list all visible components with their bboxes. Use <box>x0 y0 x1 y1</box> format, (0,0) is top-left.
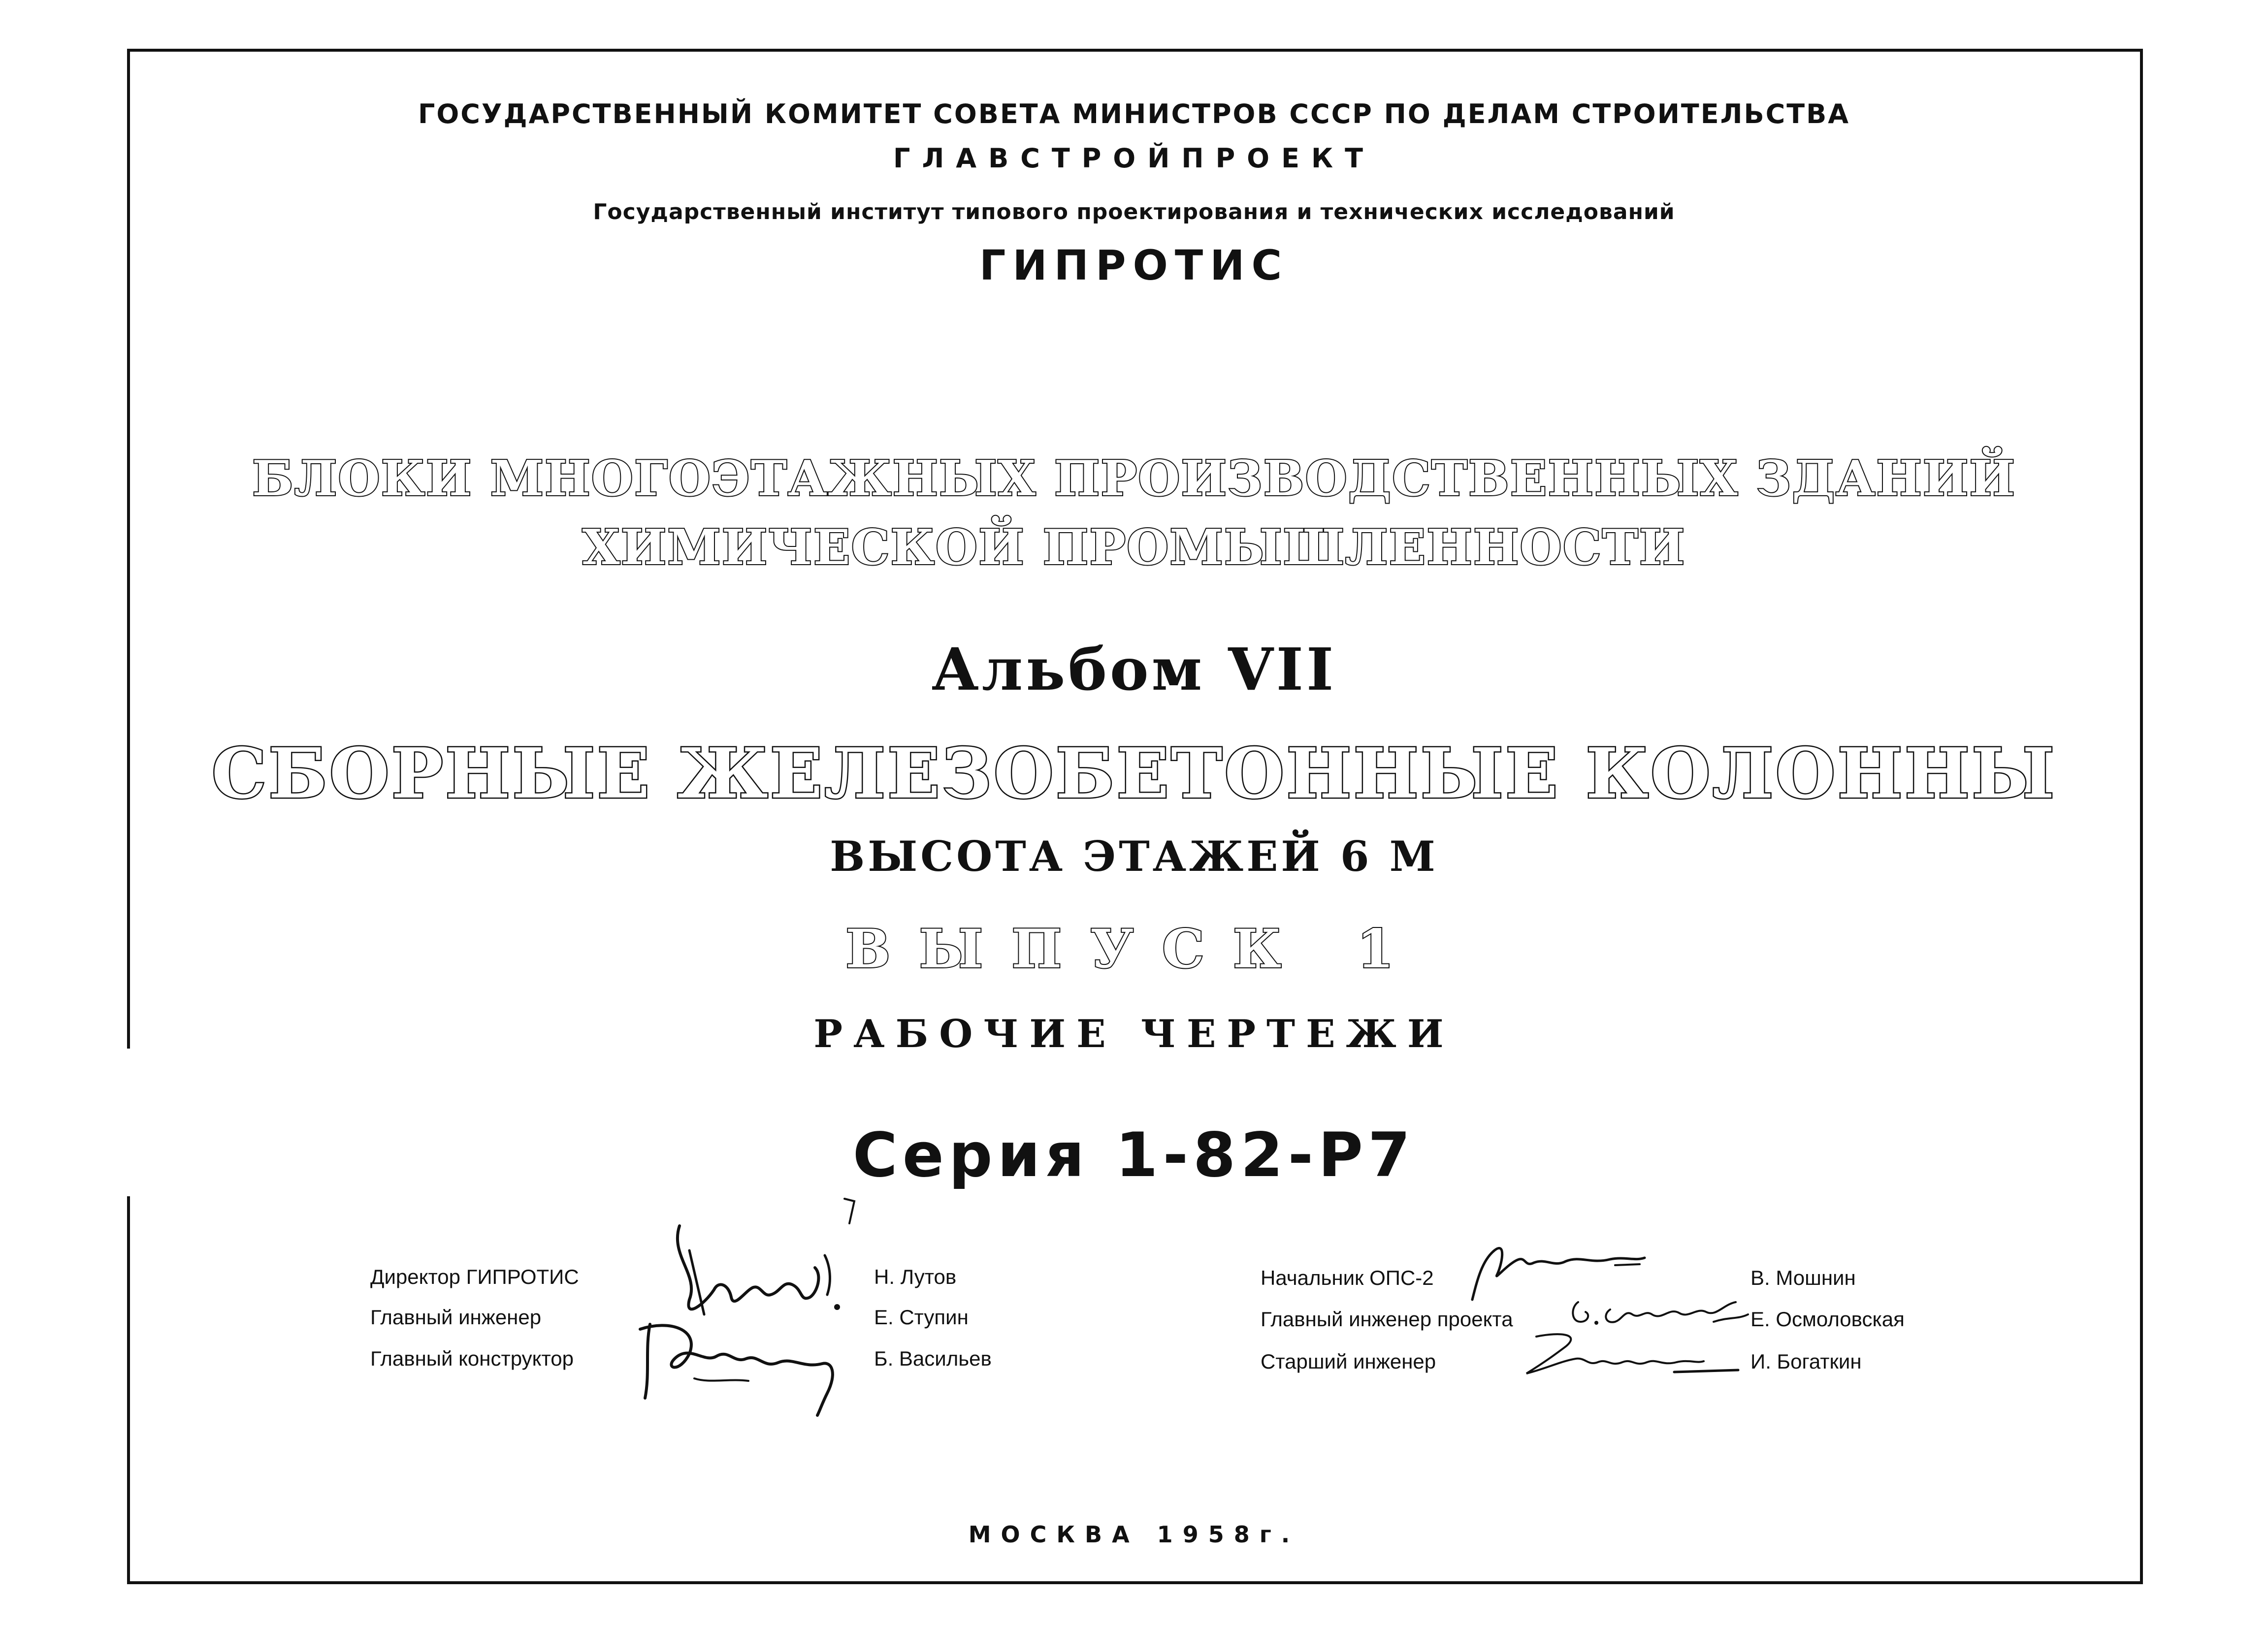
handwritten-signature-vasiliev <box>630 1309 857 1428</box>
floor-height: ВЫСОТА ЭТАЖЕЙ 6 М <box>830 832 1438 881</box>
left-role-2: Главный инженер <box>370 1306 542 1329</box>
right-role-2: Главный инженер проекта <box>1261 1308 1513 1331</box>
left-role-3: Главный конструктор <box>370 1347 574 1370</box>
right-role-3: Старший инженер <box>1261 1350 1436 1373</box>
right-role-1: Начальник ОПС-2 <box>1261 1266 1434 1289</box>
right-name-2: Е. Осмоловская <box>1750 1308 1905 1331</box>
issue-number: ВЫПУСК 1 <box>845 918 1423 980</box>
title-line-2: ХИМИЧЕСКОЙ ПРОМЫШЛЕННОСТИ <box>582 519 1686 576</box>
left-name-1: Н. Лутов <box>874 1265 957 1288</box>
directorate-heading: ГЛАВСТРОЙПРОЕКТ <box>893 143 1375 174</box>
institute-short-name: ГИПРОТИС <box>979 241 1289 289</box>
left-name-3: Б. Васильев <box>874 1347 992 1370</box>
drawings-label: РАБОЧИЕ ЧЕРТЕЖИ <box>813 1012 1455 1056</box>
place-and-year: МОСКВА 1958г. <box>968 1521 1300 1548</box>
institute-heading: Государственный институт типового проектирования и технических исследований <box>593 199 1675 224</box>
right-name-3: И. Богаткин <box>1750 1350 1862 1373</box>
title-line-1: БЛОКИ МНОГОЭТАЖНЫХ ПРОИЗВОДСТВЕННЫХ ЗДАНИЙ <box>252 450 2016 507</box>
album-number: Альбом VII <box>931 635 1337 703</box>
subject-title: СБОРНЫЕ ЖЕЛЕЗОБЕТОННЫЕ КОЛОННЫ <box>211 734 2057 814</box>
series-number: Серия 1-82-Р7 <box>852 1120 1416 1191</box>
handwritten-signature-bogatkin <box>1507 1327 1743 1386</box>
left-role-1: Директор ГИПРОТИС <box>370 1265 579 1288</box>
committee-heading: ГОСУДАРСТВЕННЫЙ КОМИТЕТ СОВЕТА МИНИСТРОВ СССР ПО ДЕЛАМ СТРОИТЕЛЬСТВА <box>418 98 1850 129</box>
left-name-2: Е. Ступин <box>874 1306 969 1329</box>
right-name-1: В. Мошнин <box>1750 1266 1856 1289</box>
